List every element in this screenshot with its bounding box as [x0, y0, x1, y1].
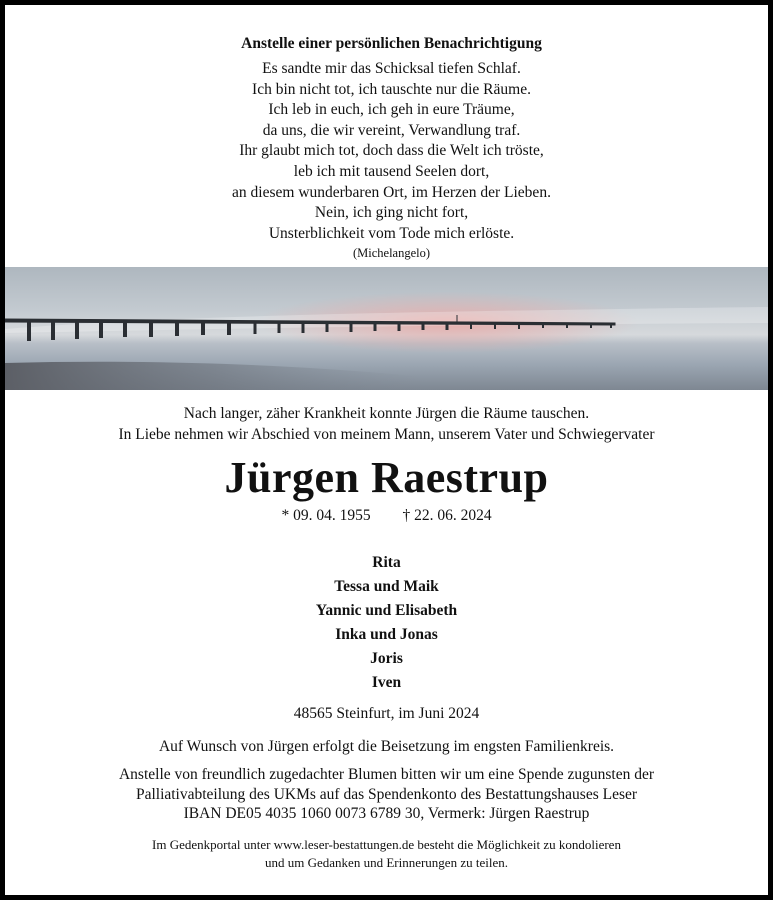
poem-line: leb ich mit tausend Seelen dort, [293, 162, 490, 180]
poem-line: Ich leb in euch, ich geh in eure Träume, [268, 101, 515, 119]
family-member: Yannic und Elisabeth [315, 602, 458, 619]
family-member: Inka und Jonas [335, 626, 438, 643]
family-member: Tessa und Maik [334, 578, 439, 595]
notice-heading: Anstelle einer persönlichen Benachrichtigung [241, 35, 542, 52]
family-member: Joris [370, 650, 403, 667]
poem-line: Ihr glaubt mich tot, doch dass die Welt ich tröste, [239, 142, 544, 160]
deceased-name: Jürgen Raestrup [224, 453, 549, 502]
portal-line: Im Gedenkportal unter www.leser-bestattungen.de besteht die Möglichkeit zu kondolieren [152, 837, 621, 852]
poem-line: Es sandte mir das Schicksal tiefen Schlaf. [262, 60, 521, 77]
pier-landscape-photo [5, 267, 768, 390]
intro-text [0, 403, 773, 445]
birth-date: * 09. 04. 1955 [281, 507, 371, 524]
donation-line: Anstelle von freundlich zugedachter Blumen bitten wir um eine Spende zugunsten der [118, 766, 655, 783]
donation-note [0, 765, 773, 824]
poem [5, 59, 773, 244]
death-date: † 22. 06. 2024 [402, 507, 492, 524]
poem-line: Unsterblichkeit vom Tode mich erlöste. [268, 224, 515, 242]
portal-line: und um Gedanken und Erinnerungen zu teilen. [265, 854, 508, 870]
poem-line: da uns, die wir vereint, Verwandlung traf. [262, 121, 521, 139]
poem-line: Ich bin nicht tot, ich tauschte nur die Räume. [252, 80, 531, 98]
memorial-portal-note [0, 836, 773, 871]
poem-line: Nein, ich ging nicht fort, [314, 204, 469, 222]
burial-note: Auf Wunsch von Jürgen erfolgt die Beisetzung im engsten Familienkreis. [158, 738, 615, 755]
life-dates [0, 507, 773, 525]
intro-line: In Liebe nehmen wir Abschied von meinem Mann, unserem Vater und Schwiegervater [118, 426, 655, 443]
intro-line: Nach langer, zäher Krankheit konnte Jürgen die Räume tauschen. [183, 405, 590, 422]
family-list [0, 551, 773, 695]
family-member: Iven [371, 674, 402, 691]
poem-author: (Michelangelo) [352, 246, 431, 260]
poem-line: an diesem wunderbaren Ort, im Herzen der Lieben. [232, 183, 551, 201]
place-date: 48565 Steinfurt, im Juni 2024 [293, 705, 480, 722]
family-member: Rita [372, 554, 401, 571]
donation-line: Palliativabteilung des UKMs auf das Spendenkonto des Bestattungshauses Leser [135, 785, 638, 803]
donation-line: IBAN DE05 4035 1060 0073 6789 30, Vermerk: Jürgen Raestrup [183, 805, 590, 822]
